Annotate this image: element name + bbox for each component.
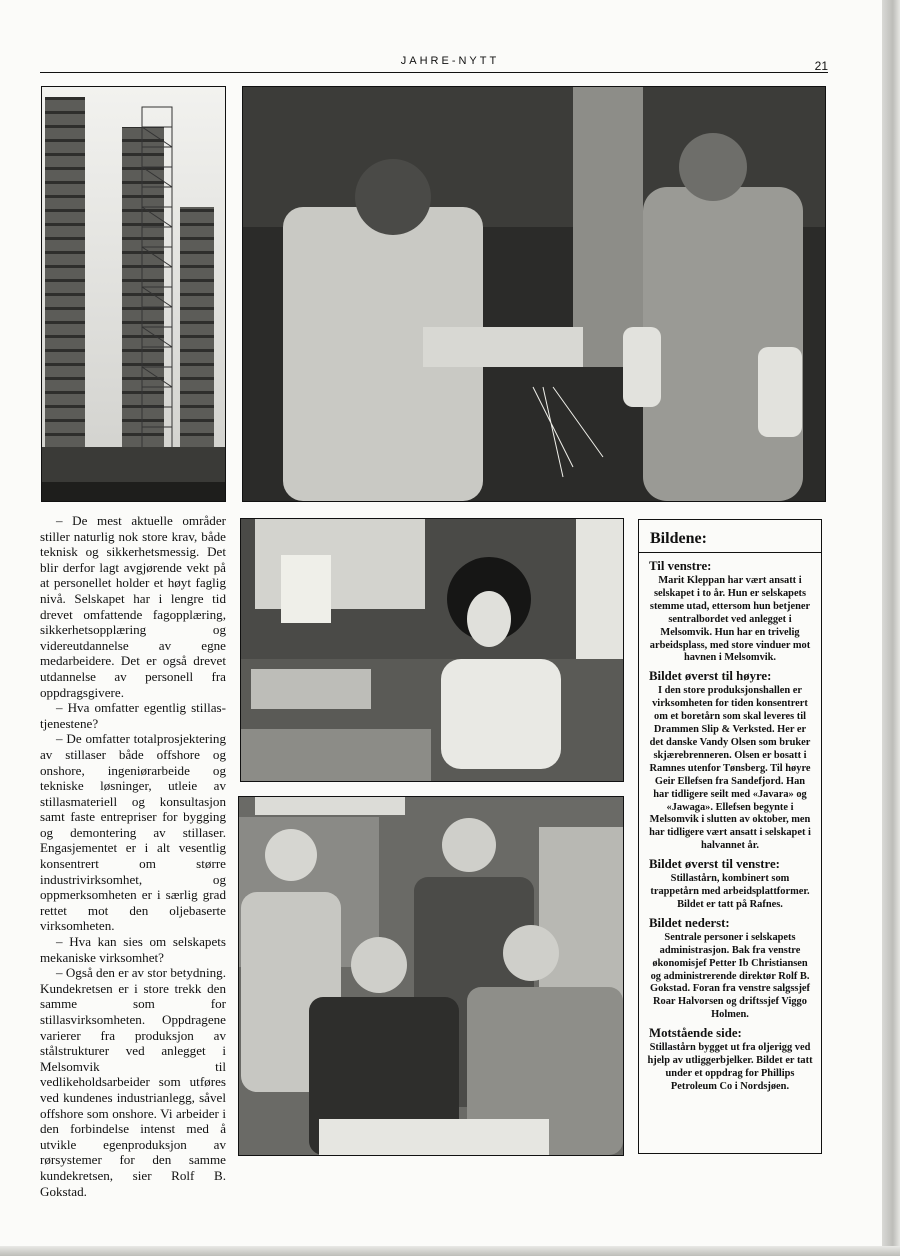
caption-heading: Bildet øverst til venstre: <box>649 857 780 872</box>
caption-text: I den store produksjonshallen er virksomheten for tiden konsentrert om et boretårn som skal leveres til Drammen Slip & Verksted. Her er det danske Vandy Olsen som bruker skjærebrenneren. Olsen er bosatt i Ramnes utenfor Tønsberg. Til høyre Geir Ellefsen fra Sandefjord. Han har tidligere seilt med «Javara» og «Jawaga». Ellefsen begynte i Melsomvik i slutten av oktober, men har tidligere vært ansatt i selskapet i halvannet år. <box>649 685 811 852</box>
photo-production-hall <box>242 86 826 502</box>
captions-title: Bildene: <box>650 530 707 547</box>
caption-heading: Bildet øverst til høyre: <box>649 669 772 684</box>
caption-text: Stillastårn bygget ut fra oljerigg ved hjelp av utliggerbjelker. Bildet er tatt under et oppdrag for Phillips Petroleum Co i Nordsjøen. <box>647 1042 813 1092</box>
caption-text: Stillastårn, kombinert som trappetårn med arbeidsplattformer. Bildet er tatt på Rafnes. <box>650 873 810 910</box>
captions-box <box>638 519 822 1154</box>
article-paragraph: – De mest aktuelle områder stiller naturlig nok store krav, både teknisk og sikkerhetsmessig. Det blir derfor lagt avgjørende vekt på at personellet holder et høyt faglig nivå. Selskapet har i lengre tid drevet omfattende fagopplæring, sikkerhetsopplæring og videreutdannelse av egne medarbeidere. Det er også drevet utdannelse av personell fra oppdragsgivere. <box>40 513 226 700</box>
article-paragraph: – Også den er av stor betydning. Kundekretsen er i store trekk den samme som for stillasvirksomheten. Oppdragene varierer fra produksjon av stålstrukturer ved anlegget i Melsomvik til vedlikeholdsarbeider som utføres ved kundenes industrianlegg, såvel offshore som onshore. Vi arbeider i den forbindelse intenst med å utvikle egenproduksjon av rørsystemer for den samme kundekretsen, sier Rolf B. Gokstad. <box>40 965 226 1199</box>
photo-switchboard <box>240 518 624 782</box>
page-edge-shadow <box>882 0 900 1256</box>
article-paragraph: – De omfatter totalprosjektering av stillaser både offshore og onshore, ingeniørarbeide og tekniske løsninger, utleie av stillasmateriell og konsultasjon samt faste entrepriser for bygging og demontering av stillaser. Engasjementet er i alt vesentlig konsentrert om større industrivirksomhet, og oppmerksomheten er i særlig grad rettet mot den oljebaserte virksomheten. <box>40 731 226 934</box>
article-text <box>40 513 226 1199</box>
photo-administration <box>238 796 624 1156</box>
magazine-title: JAHRE-NYTT <box>400 55 500 67</box>
caption-heading: Bildet nederst: <box>649 915 730 930</box>
caption-heading: Motstående side: <box>649 1026 742 1041</box>
photo-scaffold-towers <box>41 86 226 502</box>
caption-text: Sentrale personer i selskapets administrasjon. Bak fra venstre økonomisjef Petter Ib Christiansen og administrerende direktør Rolf B. Gokstad. Foran fra venstre salgssjef Roar Halvorsen og driftssjef Viggo Holmen. <box>650 931 810 1021</box>
header-rule <box>40 72 828 73</box>
captions-divider <box>639 552 821 553</box>
caption-heading: Til venstre: <box>649 559 712 573</box>
article-question: – Hva omfatter egentlig stillas-tjenestene? <box>40 700 226 731</box>
page-number: 21 <box>814 59 828 73</box>
article-question: – Hva kan sies om selskapets mekaniske virksomhet? <box>40 934 226 965</box>
caption-text: Marit Kleppan har vært ansatt i selskapet i to år. Hun er selskapets stemme utad, ettersom hun betjener sentralbordet ved anlegget i Melsomvik. Hun har en trivelig arbeidsplass, med store vinduer mot havnen i Melsomvik. <box>649 575 811 664</box>
page-bottom-edge <box>0 1246 900 1256</box>
